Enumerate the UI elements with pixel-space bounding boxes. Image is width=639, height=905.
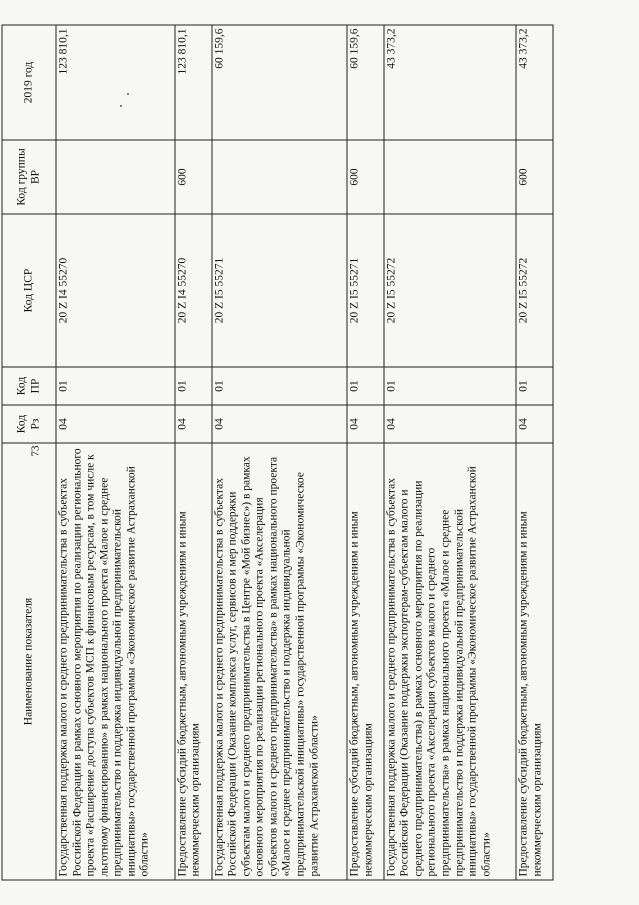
row-vr bbox=[384, 140, 516, 214]
row-vr bbox=[56, 140, 175, 214]
table-row bbox=[175, 25, 212, 880]
row-pr: 01 bbox=[175, 367, 212, 405]
row-amount: 123 810,1 bbox=[175, 25, 212, 140]
row-amount: 60 159,6 bbox=[347, 25, 384, 140]
header-pr: Код ПР bbox=[2, 367, 56, 405]
row-rz: 04 bbox=[175, 405, 212, 443]
table-row bbox=[384, 25, 516, 880]
row-name: Предоставление субсидий бюджетным, автономным учреждениям и иным некоммерческим организациям bbox=[516, 443, 553, 880]
budget-table bbox=[2, 25, 554, 881]
row-name: Государственная поддержка малого и среднего предпринимательства в субъектах Российской Федерации (Оказание комплекса услуг, сервисов и мер поддержки субъектам малого и среднего предпринимательства в Центре «Мой бизнес») в рамках основного мероприятия по реализации регионального проекта «Акселерация субъектов малого и среднего предпринимательства» в рамках национального проекта «Малое и среднее предпринимательство и поддержка индивидуальной предпринимательской инициативы» государственной программы «Экономическое развитие Астраханской области» bbox=[212, 443, 347, 880]
row-amount: 43 373,2 bbox=[384, 25, 516, 140]
header-csr: Код ЦСР bbox=[2, 214, 56, 367]
row-vr: 600 bbox=[347, 140, 384, 214]
row-vr: 600 bbox=[516, 140, 553, 214]
header-rz: Код Рз bbox=[2, 405, 56, 443]
table-row bbox=[347, 25, 384, 880]
row-csr: 20 Z I5 55271 bbox=[347, 214, 384, 367]
row-rz: 04 bbox=[212, 405, 347, 443]
page-number: 73 bbox=[29, 445, 42, 457]
row-rz: 04 bbox=[56, 405, 175, 443]
header-vr: Код группы ВР bbox=[2, 140, 56, 214]
rotated-table-container bbox=[2, 26, 554, 881]
row-vr: 600 bbox=[175, 140, 212, 214]
row-pr: 01 bbox=[212, 367, 347, 405]
row-pr: 01 bbox=[347, 367, 384, 405]
row-name: Предоставление субсидий бюджетным, автономным учреждениям и иным некоммерческим организациям bbox=[347, 443, 384, 880]
header-name: Наименование показателя bbox=[2, 443, 56, 880]
row-pr: 01 bbox=[384, 367, 516, 405]
header-row bbox=[2, 25, 56, 880]
row-rz: 04 bbox=[516, 405, 553, 443]
row-pr: 01 bbox=[516, 367, 553, 405]
row-csr: 20 Z I4 55270 bbox=[56, 214, 175, 367]
row-vr bbox=[212, 140, 347, 214]
row-name: Государственная поддержка малого и среднего предпринимательства в субъектах Российской Федерации (Оказание поддержки экспортерам-субъектам малого и среднего предпринимательства) в рамках основного мероприятия по реализации регионального проекта «Акселерация субъектов малого и среднего предпринимательства» в рамках национального проекта «Малое и среднее предпринимательство и поддержка индивидуальной предпринимательской инициативы» государственной программы «Экономическое развитие Астраханской области» bbox=[384, 443, 516, 880]
row-name: Государственная поддержка малого и среднего предпринимательства в субъектах Российской Федерации в рамках основного мероприятия по реализации регионального проекта «Расширение доступа субъектов МСП к финансовым ресурсам, в том числе к льготному финансированию» в рамках национального проекта «Малое и среднее предпринимательство и поддержка индивидуальной предпринимательской инициативы» государственной программы «Экономическое развитие Астраханской области» bbox=[56, 443, 175, 880]
row-rz: 04 bbox=[384, 405, 516, 443]
row-amount: 123 810,1 bbox=[56, 25, 175, 140]
row-csr: 20 Z I5 55271 bbox=[212, 214, 347, 367]
header-year: 2019 год bbox=[2, 25, 56, 140]
row-amount: 43 373,2 bbox=[516, 25, 553, 140]
table-row bbox=[516, 25, 553, 880]
row-name: Предоставление субсидий бюджетным, автономным учреждениям и иным некоммерческим организациям bbox=[175, 443, 212, 880]
row-amount: 60 159,6 bbox=[212, 25, 347, 140]
row-csr: 20 Z I5 55272 bbox=[384, 214, 516, 367]
table-row bbox=[212, 25, 347, 880]
row-pr: 01 bbox=[56, 367, 175, 405]
row-csr: 20 Z I5 55272 bbox=[516, 214, 553, 367]
row-rz: 04 bbox=[347, 405, 384, 443]
table-row bbox=[56, 25, 175, 880]
row-csr: 20 Z I4 55270 bbox=[175, 214, 212, 367]
